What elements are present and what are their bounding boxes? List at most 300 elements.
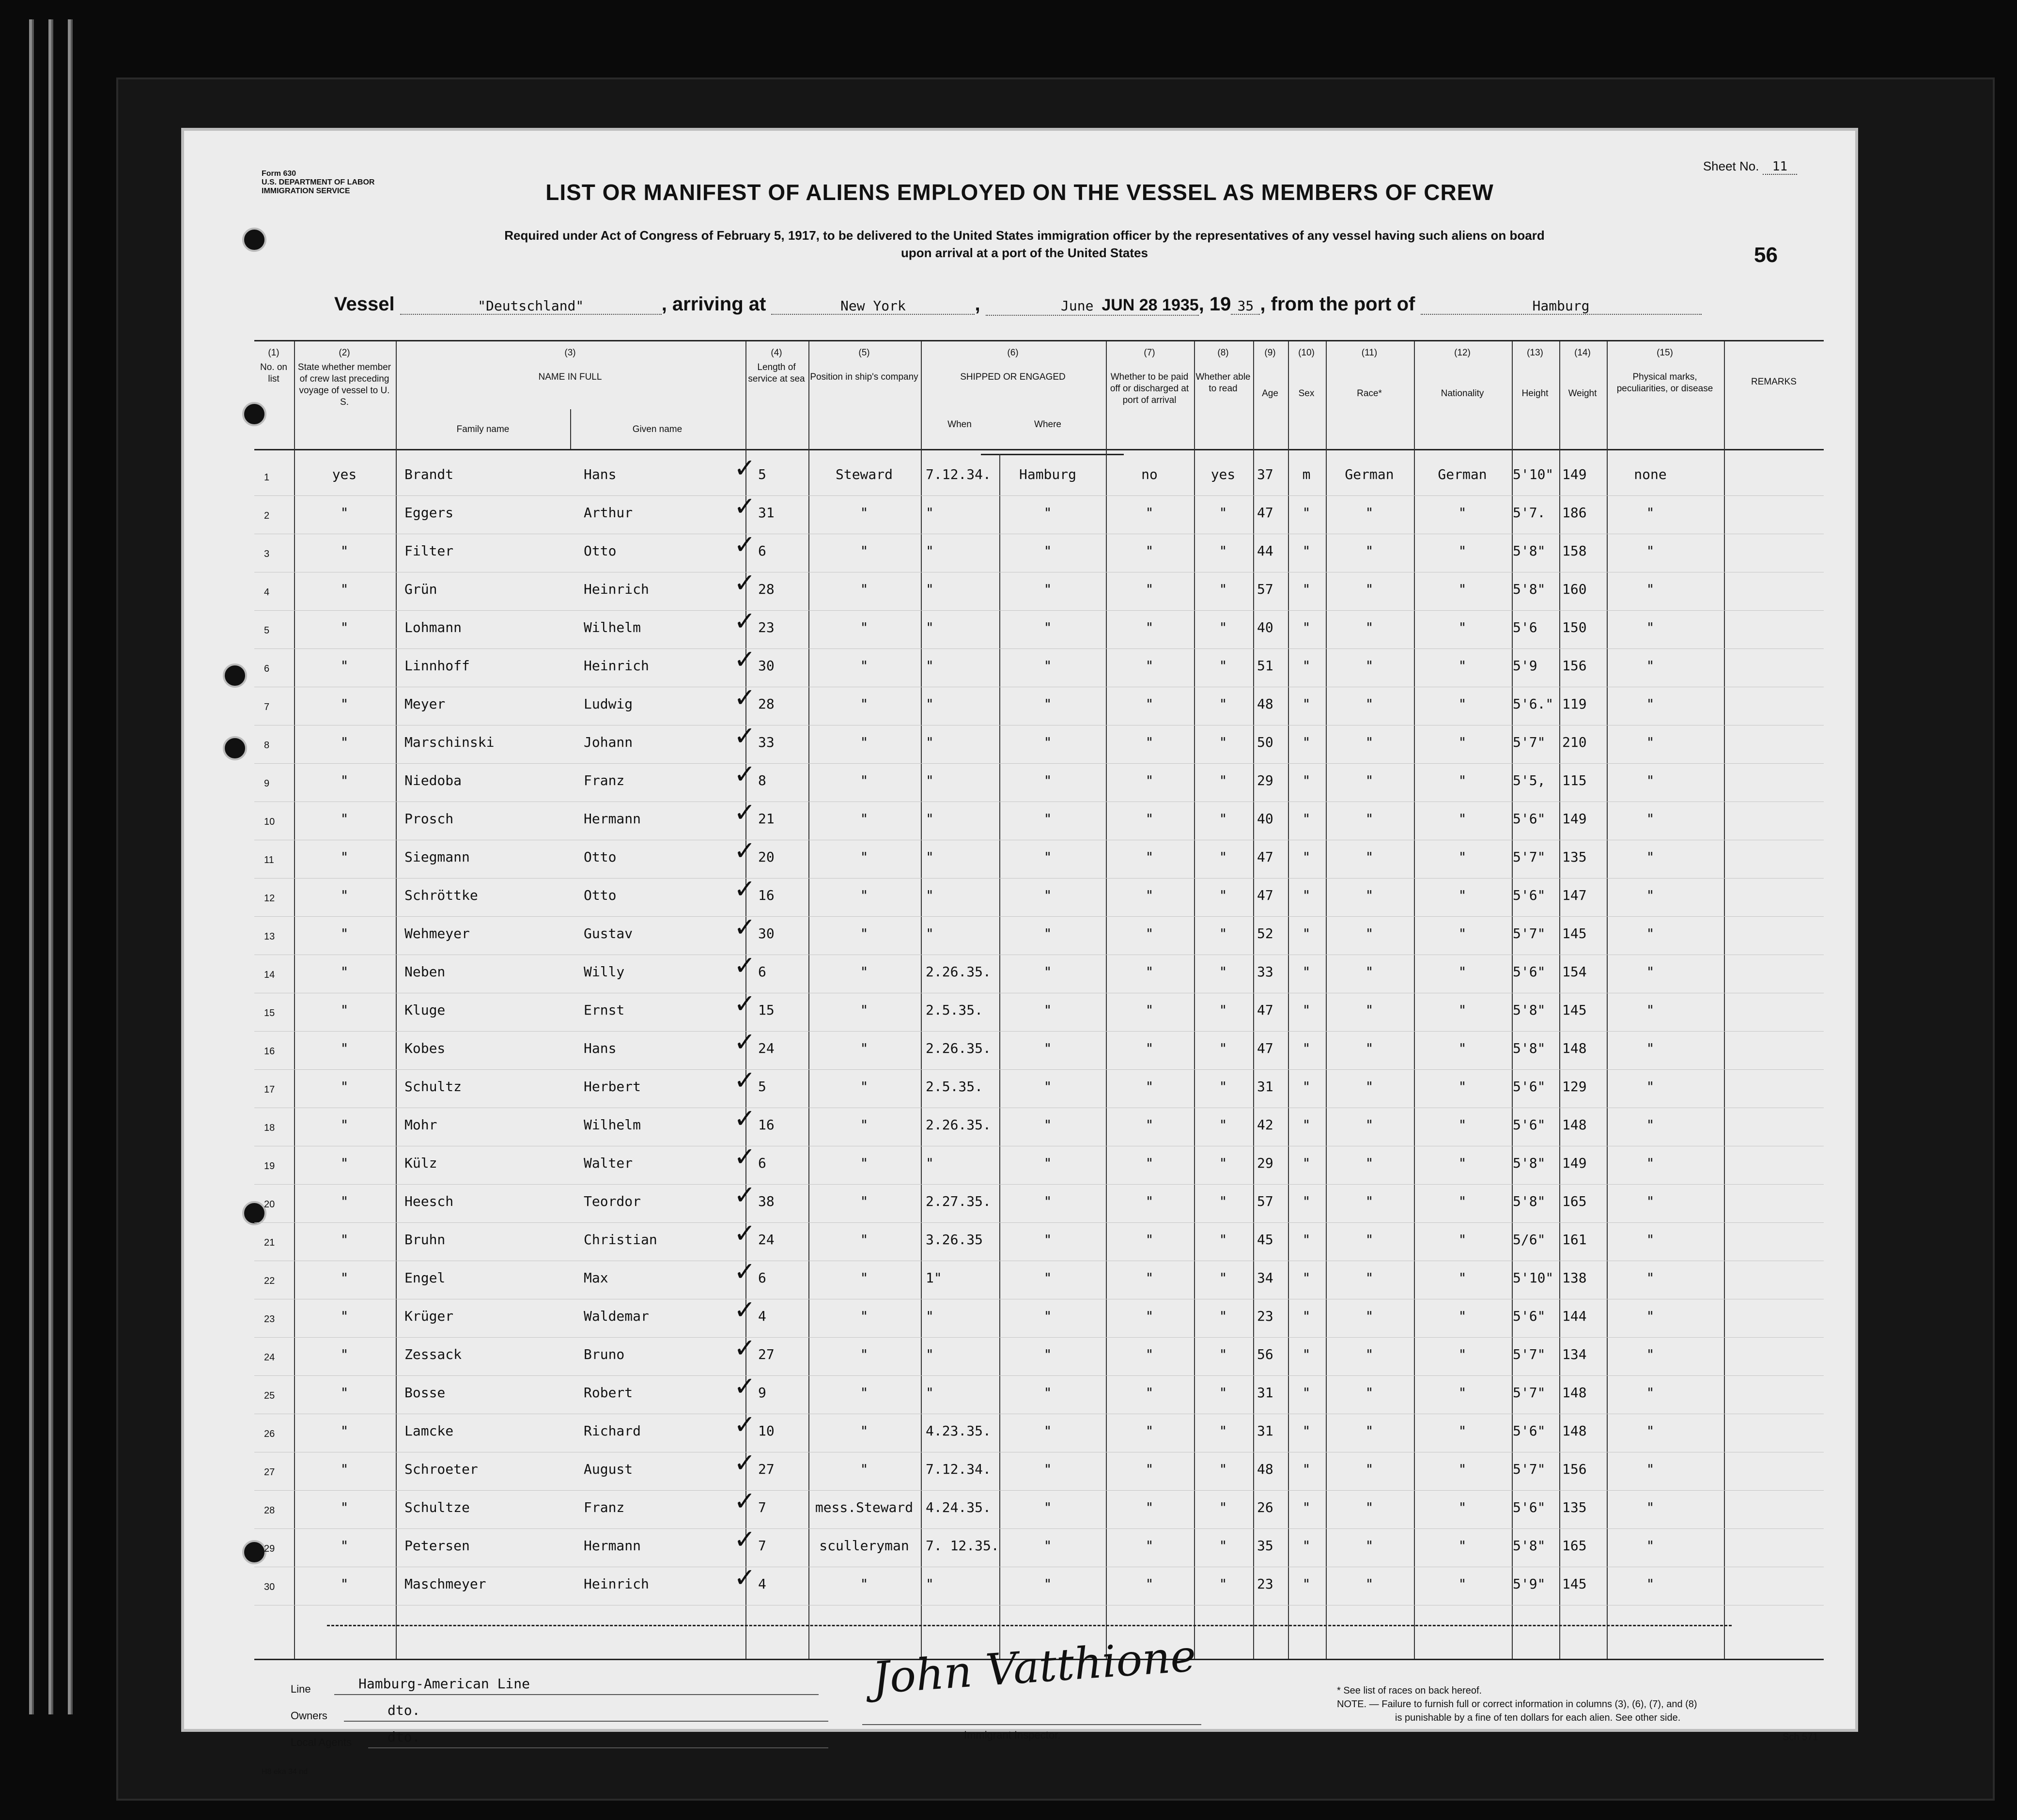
subtitle-line-2: upon arrival at a port of the United States xyxy=(901,246,1148,260)
service-length: 9 xyxy=(758,1385,766,1401)
paid-off: " xyxy=(1145,1538,1154,1554)
height: 5'10" xyxy=(1513,466,1554,482)
race: " xyxy=(1365,734,1374,750)
shipped-when: " xyxy=(926,696,934,712)
table-row xyxy=(254,988,1824,1032)
sex: " xyxy=(1302,1270,1311,1286)
height: 5'8" xyxy=(1513,1538,1546,1554)
race: " xyxy=(1365,1193,1374,1209)
nationality: " xyxy=(1458,619,1467,635)
header-col-1: (1) No. on list xyxy=(260,348,287,384)
nationality: " xyxy=(1458,1232,1467,1248)
shipped-when: " xyxy=(926,1308,934,1324)
service-length: 38 xyxy=(758,1193,775,1209)
weight: 165 xyxy=(1562,1538,1587,1554)
paid-off: " xyxy=(1145,1576,1154,1592)
header-family-name: Family name xyxy=(456,424,510,434)
check-mark: ✓ xyxy=(734,453,756,483)
shipped-when: 4.23.35. xyxy=(926,1423,991,1439)
form-title: LIST OR MANIFEST OF ALIENS EMPLOYED ON THE VESSEL AS MEMBERS OF CREW xyxy=(545,180,1494,205)
shipped-where: " xyxy=(1043,1346,1052,1362)
note-failure: NOTE. — Failure to furnish full or correct information in columns (3), (6), (7), and (8) xyxy=(1337,1699,1697,1710)
row-number: 13 xyxy=(264,931,275,942)
paid-off: " xyxy=(1145,772,1154,788)
arrival-date: June JUN 28 1935 xyxy=(986,296,1199,316)
header-col-3: (3) NAME IN FULL xyxy=(538,348,602,382)
vessel-label: Vessel xyxy=(334,293,395,315)
manifest-page xyxy=(184,131,1855,1776)
check-mark: ✓ xyxy=(734,835,756,866)
sex: " xyxy=(1302,581,1311,597)
able-to-read: " xyxy=(1219,811,1227,827)
weight: 158 xyxy=(1562,543,1587,559)
service-name: IMMIGRATION SERVICE xyxy=(262,187,350,195)
service-length: 15 xyxy=(758,1002,775,1018)
note-fine: is punishable by a fine of ten dollars for each alien. See other side. xyxy=(1395,1712,1681,1723)
sex: " xyxy=(1302,1155,1311,1171)
shipped-when: " xyxy=(926,849,934,865)
service-length: 21 xyxy=(758,811,775,827)
shipped-where: " xyxy=(1043,1385,1052,1401)
shipped-where: " xyxy=(1043,543,1052,559)
age: 37 xyxy=(1257,466,1273,482)
shipped-when: 7.12.34. xyxy=(926,466,991,482)
paid-off: " xyxy=(1145,1385,1154,1401)
given-name: Hermann xyxy=(584,811,641,827)
row-number: 4 xyxy=(264,587,270,598)
check-mark: ✓ xyxy=(734,644,756,675)
paid-off: " xyxy=(1145,1040,1154,1056)
race: " xyxy=(1365,1538,1374,1554)
age: 47 xyxy=(1257,505,1273,521)
position: " xyxy=(860,1155,869,1171)
physical-marks: " xyxy=(1646,1155,1655,1171)
from-label: , from the port of xyxy=(1260,293,1415,315)
paid-off: " xyxy=(1145,1002,1154,1018)
race: " xyxy=(1365,1423,1374,1439)
able-to-read: " xyxy=(1219,772,1227,788)
age: 47 xyxy=(1257,849,1273,865)
given-name: Ernst xyxy=(584,1002,625,1018)
check-mark: ✓ xyxy=(734,988,756,1019)
family-name: Kluge xyxy=(404,1002,446,1018)
table-row xyxy=(254,721,1824,764)
weight: 186 xyxy=(1562,505,1587,521)
shipped-when: " xyxy=(926,925,934,941)
weight: 115 xyxy=(1562,772,1587,788)
sex: " xyxy=(1302,734,1311,750)
nationality: " xyxy=(1458,1538,1467,1554)
previous-voyage: " xyxy=(340,1232,349,1248)
service-length: 16 xyxy=(758,887,775,903)
shipped-where: " xyxy=(1043,1423,1052,1439)
given-name: Heinrich xyxy=(584,1576,649,1592)
line-label: Line xyxy=(291,1683,311,1695)
sex: " xyxy=(1302,1385,1311,1401)
given-name: Max xyxy=(584,1270,608,1286)
crew-table xyxy=(254,340,1824,1660)
previous-voyage: " xyxy=(340,734,349,750)
position: " xyxy=(860,772,869,788)
header-rule xyxy=(254,449,1824,450)
able-to-read: " xyxy=(1219,734,1227,750)
position: " xyxy=(860,1461,869,1477)
table-row xyxy=(254,1065,1824,1108)
family-name: Bosse xyxy=(404,1385,446,1401)
sex: " xyxy=(1302,1346,1311,1362)
service-length: 4 xyxy=(758,1308,766,1324)
race: " xyxy=(1365,658,1374,674)
header-given-name: Given name xyxy=(632,424,683,434)
table-row xyxy=(254,797,1824,840)
table-row xyxy=(254,1448,1824,1491)
physical-marks: " xyxy=(1646,1117,1655,1133)
age: 57 xyxy=(1257,1193,1273,1209)
family-name: Krüger xyxy=(404,1308,454,1324)
sex: " xyxy=(1302,772,1311,788)
table-row xyxy=(254,1218,1824,1261)
nationality: " xyxy=(1458,811,1467,827)
given-name: Ludwig xyxy=(584,696,633,712)
previous-voyage: " xyxy=(340,887,349,903)
previous-voyage: " xyxy=(340,1461,349,1477)
service-length: 33 xyxy=(758,734,775,750)
position: " xyxy=(860,811,869,827)
shipped-when: " xyxy=(926,543,934,559)
given-name: Robert xyxy=(584,1385,633,1401)
position: " xyxy=(860,543,869,559)
table-row xyxy=(254,1256,1824,1299)
age: 48 xyxy=(1257,1461,1273,1477)
weight: 147 xyxy=(1562,887,1587,903)
check-mark: ✓ xyxy=(734,1141,756,1172)
weight: 119 xyxy=(1562,696,1587,712)
check-mark: ✓ xyxy=(734,568,756,598)
row-number: 22 xyxy=(264,1276,275,1286)
weight: 129 xyxy=(1562,1079,1587,1095)
physical-marks: " xyxy=(1646,1346,1655,1362)
race: " xyxy=(1365,772,1374,788)
nationality: " xyxy=(1458,1040,1467,1056)
table-row xyxy=(254,950,1824,993)
height: 5'7. xyxy=(1513,505,1546,521)
race: " xyxy=(1365,1232,1374,1248)
row-number: 6 xyxy=(264,663,270,674)
position: " xyxy=(860,1308,869,1324)
position: " xyxy=(860,1002,869,1018)
shipped-where: " xyxy=(1043,1461,1052,1477)
service-length: 27 xyxy=(758,1346,775,1362)
physical-marks: " xyxy=(1646,1499,1655,1515)
family-name: Kobes xyxy=(404,1040,446,1056)
given-name: Otto xyxy=(584,543,617,559)
shipped-where: " xyxy=(1043,1117,1052,1133)
form-subtitle xyxy=(388,227,1661,262)
shipped-when: " xyxy=(926,772,934,788)
given-name: Teordor xyxy=(584,1193,641,1209)
able-to-read: " xyxy=(1219,505,1227,521)
previous-voyage: " xyxy=(340,1423,349,1439)
note-races: * See list of races on back hereof. xyxy=(1337,1685,1482,1696)
check-mark: ✓ xyxy=(734,1409,756,1440)
sex: " xyxy=(1302,1576,1311,1592)
weight: 165 xyxy=(1562,1193,1587,1209)
row-number: 15 xyxy=(264,1008,275,1018)
able-to-read: " xyxy=(1219,1079,1227,1095)
able-to-read: " xyxy=(1219,1461,1227,1477)
shipped-where: " xyxy=(1043,772,1052,788)
age: 47 xyxy=(1257,1040,1273,1056)
previous-voyage: " xyxy=(340,811,349,827)
race: " xyxy=(1365,1385,1374,1401)
row-number: 27 xyxy=(264,1467,275,1478)
sex: " xyxy=(1302,1193,1311,1209)
shipped-where: " xyxy=(1043,1232,1052,1248)
nationality: " xyxy=(1458,696,1467,712)
inspector-signature: John Vatthione xyxy=(870,1630,1198,1704)
age: 47 xyxy=(1257,887,1273,903)
height: 5/6" xyxy=(1513,1232,1546,1248)
age: 57 xyxy=(1257,581,1273,597)
table-row xyxy=(254,682,1824,725)
service-length: 6 xyxy=(758,1270,766,1286)
shipped-where: " xyxy=(1043,1079,1052,1095)
weight: 138 xyxy=(1562,1270,1587,1286)
table-row xyxy=(254,1295,1824,1338)
family-name: Bruhn xyxy=(404,1232,446,1248)
check-mark: ✓ xyxy=(734,759,756,789)
row-number: 3 xyxy=(264,549,270,559)
table-row xyxy=(254,453,1824,496)
able-to-read: " xyxy=(1219,1002,1227,1018)
shipped-where: " xyxy=(1043,1193,1052,1209)
paid-off: " xyxy=(1145,1461,1154,1477)
service-length: 27 xyxy=(758,1461,775,1477)
check-mark: ✓ xyxy=(734,1333,756,1363)
row-number: 18 xyxy=(264,1123,275,1133)
shipped-where: " xyxy=(1043,1040,1052,1056)
header-col-8: (8) Whether able to read xyxy=(1195,348,1251,394)
subtitle-line-1: Required under Act of Congress of February 5, 1917, to be delivered to the United States immigration officer by the representatives of any vessel having such aliens on board xyxy=(504,228,1545,243)
height: 5'7" xyxy=(1513,1385,1546,1401)
check-mark: ✓ xyxy=(734,1562,756,1593)
service-length: 28 xyxy=(758,696,775,712)
height: 5'8" xyxy=(1513,1040,1546,1056)
previous-voyage: " xyxy=(340,1308,349,1324)
nationality: " xyxy=(1458,1117,1467,1133)
paid-off: " xyxy=(1145,811,1154,827)
row-number: 21 xyxy=(264,1237,275,1248)
paid-off: " xyxy=(1145,505,1154,521)
column-rule xyxy=(570,409,571,449)
family-name: Neben xyxy=(404,964,446,980)
height: 5'6" xyxy=(1513,964,1546,980)
shipped-when: " xyxy=(926,1155,934,1171)
sex: " xyxy=(1302,619,1311,635)
vessel-name: "Deutschland" xyxy=(400,298,662,315)
family-name: Külz xyxy=(404,1155,437,1171)
family-name: Prosch xyxy=(404,811,454,827)
sex: " xyxy=(1302,1308,1311,1324)
family-name: Brandt xyxy=(404,466,454,482)
weight: 149 xyxy=(1562,466,1587,482)
check-mark: ✓ xyxy=(734,950,756,981)
row-number: 1 xyxy=(264,472,270,483)
previous-voyage: " xyxy=(340,1193,349,1209)
age: 29 xyxy=(1257,772,1273,788)
paid-off: " xyxy=(1145,543,1154,559)
sex: " xyxy=(1302,887,1311,903)
height: 5'6" xyxy=(1513,1117,1546,1133)
service-length: 4 xyxy=(758,1576,766,1592)
check-mark: ✓ xyxy=(734,1448,756,1478)
race: " xyxy=(1365,1461,1374,1477)
paid-off: " xyxy=(1145,619,1154,635)
nationality: " xyxy=(1458,581,1467,597)
departure-port: Hamburg xyxy=(1421,298,1702,315)
height: 5'6" xyxy=(1513,887,1546,903)
age: 52 xyxy=(1257,925,1273,941)
agents-rule xyxy=(368,1747,828,1748)
table-row xyxy=(254,529,1824,572)
race: " xyxy=(1365,887,1374,903)
previous-voyage: " xyxy=(340,505,349,521)
line-value: Hamburg-American Line xyxy=(358,1676,530,1692)
able-to-read: " xyxy=(1219,619,1227,635)
check-mark: ✓ xyxy=(734,721,756,751)
able-to-read: " xyxy=(1219,1499,1227,1515)
given-name: Johann xyxy=(584,734,633,750)
shipped-when: " xyxy=(926,505,934,521)
owners-rule xyxy=(344,1721,828,1722)
check-mark: ✓ xyxy=(734,682,756,713)
arriving-label: , arriving at xyxy=(661,293,766,315)
paid-off: no xyxy=(1141,466,1158,482)
given-name: Bruno xyxy=(584,1346,625,1362)
race: " xyxy=(1365,1308,1374,1324)
header-col-15: (15) Physical marks, peculiarities, or disease xyxy=(1616,348,1713,394)
service-length: 10 xyxy=(758,1423,775,1439)
nationality: " xyxy=(1458,543,1467,559)
given-name: Wilhelm xyxy=(584,619,641,635)
table-row xyxy=(254,835,1824,879)
position: " xyxy=(860,925,869,941)
service-length: 16 xyxy=(758,1117,775,1133)
race: " xyxy=(1365,1155,1374,1171)
age: 45 xyxy=(1257,1232,1273,1248)
physical-marks: " xyxy=(1646,964,1655,980)
physical-marks: " xyxy=(1646,1193,1655,1209)
age: 31 xyxy=(1257,1079,1273,1095)
able-to-read: " xyxy=(1219,1040,1227,1056)
shipped-when: " xyxy=(926,1385,934,1401)
family-name: Schultz xyxy=(404,1079,462,1095)
age: 26 xyxy=(1257,1499,1273,1515)
shipped-when: " xyxy=(926,619,934,635)
family-name: Schultze xyxy=(404,1499,470,1515)
weight: 134 xyxy=(1562,1346,1587,1362)
service-length: 20 xyxy=(758,849,775,865)
nationality: " xyxy=(1458,887,1467,903)
given-name: Otto xyxy=(584,887,617,903)
race: German xyxy=(1345,466,1394,482)
family-name: Zessack xyxy=(404,1346,462,1362)
age: 50 xyxy=(1257,734,1273,750)
paid-off: " xyxy=(1145,1079,1154,1095)
table-row xyxy=(254,1562,1824,1605)
sex: " xyxy=(1302,1499,1311,1515)
race: " xyxy=(1365,1040,1374,1056)
form-number: Form 630 xyxy=(262,170,296,178)
table-row xyxy=(254,568,1824,611)
race: " xyxy=(1365,1576,1374,1592)
able-to-read: " xyxy=(1219,887,1227,903)
paid-off: " xyxy=(1145,1155,1154,1171)
shipped-when: " xyxy=(926,887,934,903)
given-name: Otto xyxy=(584,849,617,865)
previous-voyage: " xyxy=(340,1040,349,1056)
height: 5'6." xyxy=(1513,696,1554,712)
height: 5'6" xyxy=(1513,1499,1546,1515)
race: " xyxy=(1365,1079,1374,1095)
shipped-where: Hamburg xyxy=(1019,466,1076,482)
shipped-when: 2.5.35. xyxy=(926,1079,983,1095)
row-number: 8 xyxy=(264,740,270,751)
able-to-read: " xyxy=(1219,1576,1227,1592)
paid-off: " xyxy=(1145,1270,1154,1286)
table-row xyxy=(254,1141,1824,1185)
service-length: 31 xyxy=(758,505,775,521)
family-name: Marschinski xyxy=(404,734,495,750)
nationality: " xyxy=(1458,772,1467,788)
height: 5'10" xyxy=(1513,1270,1554,1286)
nationality: " xyxy=(1458,1576,1467,1592)
table-row xyxy=(254,1027,1824,1070)
department-name: U.S. DEPARTMENT OF LABOR xyxy=(262,178,375,186)
height: 5'7" xyxy=(1513,849,1546,865)
sex: " xyxy=(1302,1232,1311,1248)
position: " xyxy=(860,619,869,635)
given-name: Willy xyxy=(584,964,625,980)
physical-marks: " xyxy=(1646,1040,1655,1056)
header-col-7: (7) Whether to be paid off or discharged at port of arrival xyxy=(1110,348,1189,405)
nationality: " xyxy=(1458,1499,1467,1515)
given-name: Heinrich xyxy=(584,581,649,597)
family-name: Schroeter xyxy=(404,1461,478,1477)
physical-marks: " xyxy=(1646,772,1655,788)
row-number: 14 xyxy=(264,970,275,980)
previous-voyage: " xyxy=(340,619,349,635)
paid-off: " xyxy=(1145,1346,1154,1362)
shipped-when: 7.12.34. xyxy=(926,1461,991,1477)
able-to-read: " xyxy=(1219,1538,1227,1554)
given-name: Waldemar xyxy=(584,1308,649,1324)
position: " xyxy=(860,505,869,521)
position: sculleryman xyxy=(819,1538,909,1554)
shipped-where: " xyxy=(1043,734,1052,750)
able-to-read: " xyxy=(1219,1423,1227,1439)
family-name: Heesch xyxy=(404,1193,454,1209)
nationality: " xyxy=(1458,1308,1467,1324)
weight: 135 xyxy=(1562,1499,1587,1515)
previous-voyage: " xyxy=(340,581,349,597)
shipped-where: " xyxy=(1043,1002,1052,1018)
header-remarks: REMARKS xyxy=(1751,377,1797,387)
service-length: 6 xyxy=(758,1155,766,1171)
physical-marks: none xyxy=(1634,466,1667,482)
able-to-read: " xyxy=(1219,1155,1227,1171)
position: " xyxy=(860,581,869,597)
